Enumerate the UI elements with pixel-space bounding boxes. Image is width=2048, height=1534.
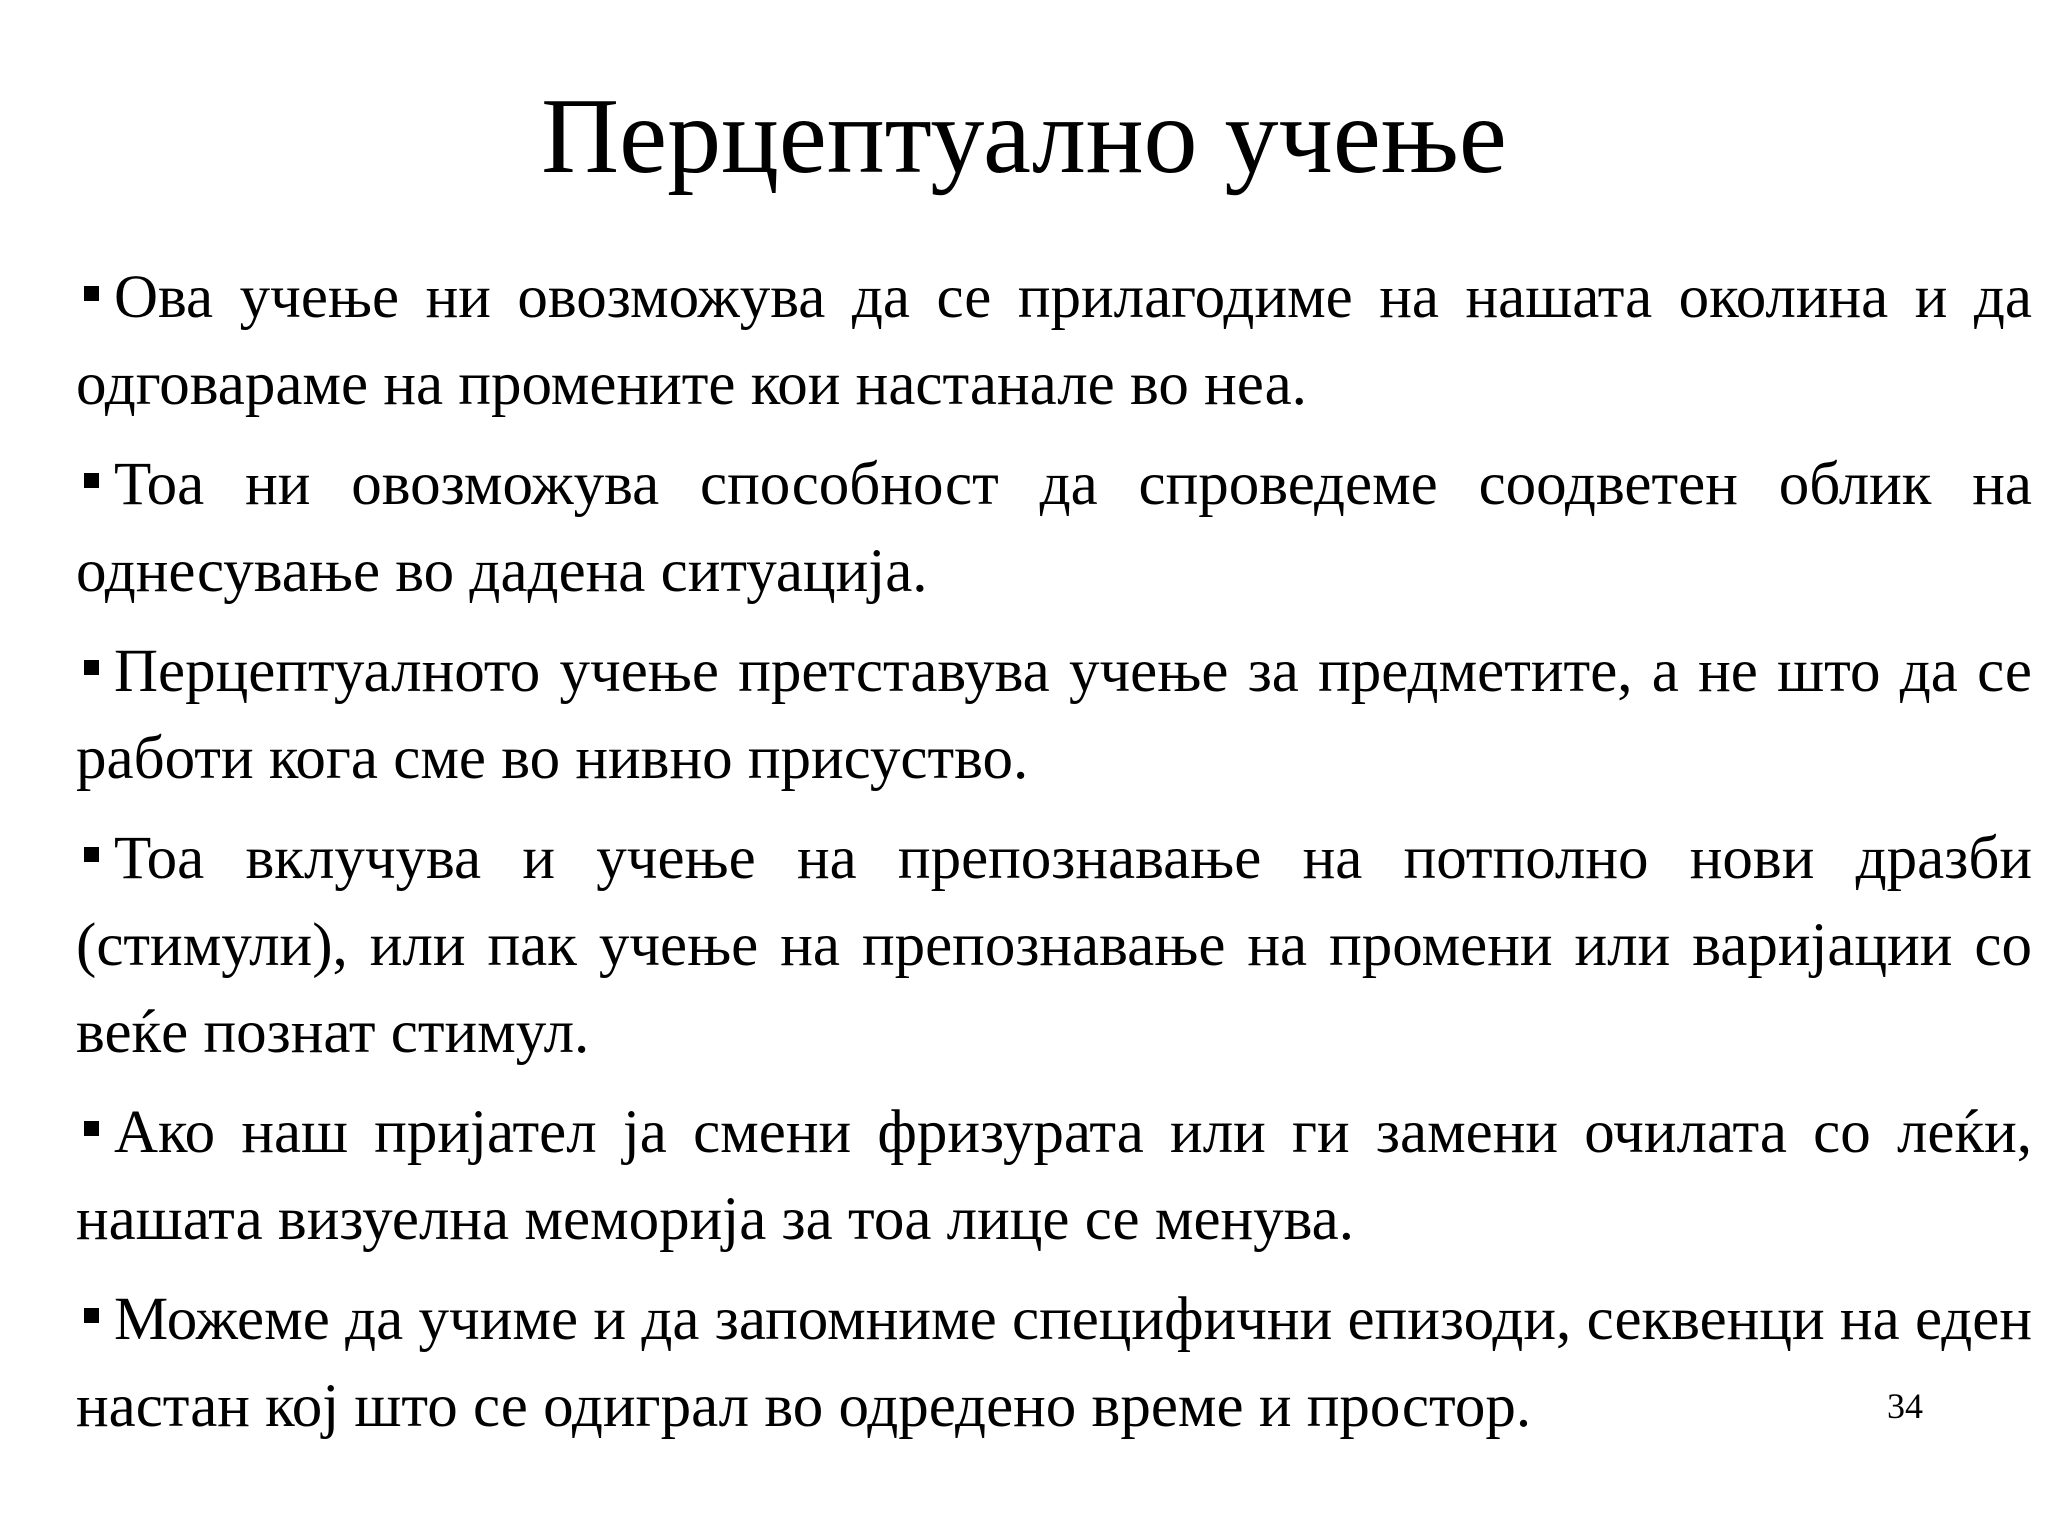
square-bullet-icon: [84, 473, 99, 488]
square-bullet-icon: [84, 286, 99, 301]
square-bullet-icon: [84, 1308, 99, 1323]
bullet-text: Тоа ни овозможува способност да спроведеме соодветен облик на однесување во дадена ситуација.: [76, 451, 2032, 605]
list-item: [76, 441, 2032, 615]
list-item: [76, 254, 2032, 428]
bullet-text: Можеме да учиме и да запомниме специфични епизоди, секвенци на еден настан кој што се одиграл во одредено време и простор.: [76, 1286, 2032, 1440]
square-bullet-icon: [84, 847, 99, 862]
list-item: [76, 628, 2032, 802]
bullet-text: Перцептуалното учење претставува учење за предметите, а не што да се работи кога сме во нивно присуство.: [76, 638, 2032, 792]
slide-title: Перцептуално учење: [541, 77, 1507, 196]
list-item: [76, 1089, 2032, 1263]
bullet-text: Ова учење ни овозможува да се прилагодиме на нашата околина и да одговараме на промените кои настанале во неа.: [76, 264, 2032, 418]
square-bullet-icon: [84, 660, 99, 675]
slide-number: 34: [1887, 1386, 1923, 1426]
bullet-list: [76, 254, 2032, 1463]
list-item: [76, 1276, 2032, 1450]
bullet-text: Тоа вклучува и учење на препознавање на потполно нови дразби (стимули), или пак учење на препознавање на промени или варијации со веќе познат стимул.: [76, 825, 2032, 1066]
list-item: [76, 815, 2032, 1076]
bullet-text: Ако наш пријател ја смени фризурата или ги замени очилата со леќи, нашата визуелна меморија за тоа лице се менува.: [76, 1099, 2032, 1253]
square-bullet-icon: [84, 1121, 99, 1136]
